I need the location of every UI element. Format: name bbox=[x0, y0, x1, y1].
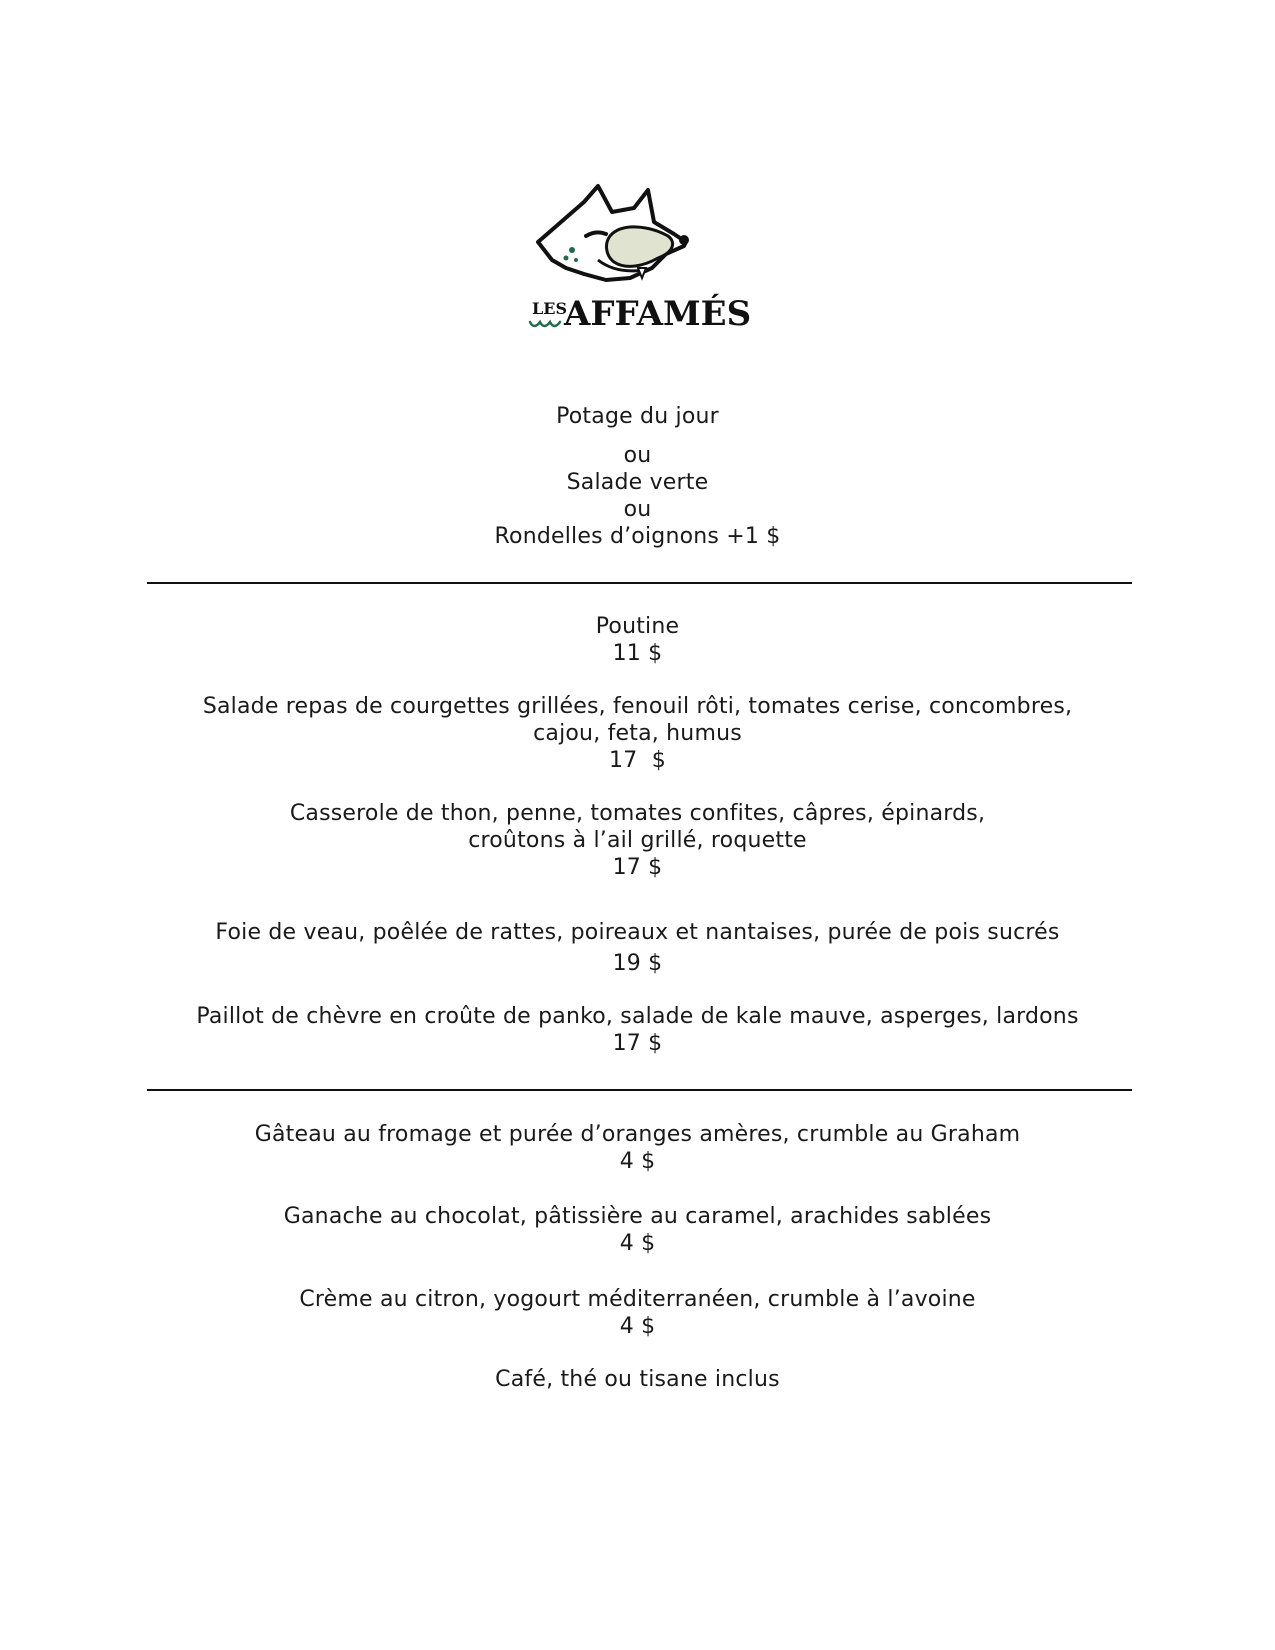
main-dish-name-cont: cajou, feta, humus bbox=[533, 721, 742, 746]
section-divider-1 bbox=[147, 582, 1132, 584]
restaurant-logo bbox=[526, 182, 756, 352]
dessert-price: 4 $ bbox=[619, 1314, 656, 1339]
dessert-name: Gâteau au fromage et purée d’oranges amères, crumble au Graham bbox=[254, 1122, 1021, 1147]
main-dish-price: 17 $ bbox=[612, 1031, 663, 1056]
logo-wordmark-small: LES bbox=[532, 299, 567, 318]
dessert-price: 4 $ bbox=[619, 1231, 656, 1256]
starter-salad: Salade verte bbox=[566, 470, 709, 495]
main-dish-name: Paillot de chèvre en croûte de panko, salade de kale mauve, asperges, lardons bbox=[196, 1004, 1079, 1029]
main-dish-price: 19 $ bbox=[612, 951, 663, 976]
dessert-name: Ganache au chocolat, pâtissière au caramel, arachides sablées bbox=[283, 1204, 992, 1229]
main-dish-price: 17 $ bbox=[609, 748, 666, 773]
main-dish-name-cont: croûtons à l’ail grillé, roquette bbox=[468, 828, 807, 853]
dessert-name: Crème au citron, yogourt méditerranéen, crumble à l’avoine bbox=[299, 1287, 976, 1312]
wolf-head-icon bbox=[526, 182, 756, 352]
main-dish-price: 17 $ bbox=[612, 855, 663, 880]
main-dish-price: 11 $ bbox=[612, 641, 663, 666]
main-dish-name: Salade repas de courgettes grillées, fenouil rôti, tomates cerise, concombres, bbox=[202, 694, 1073, 719]
main-dish-name: Casserole de thon, penne, tomates confites, câpres, épinards, bbox=[289, 801, 986, 826]
footer-note: Café, thé ou tisane inclus bbox=[495, 1367, 780, 1392]
starter-soup: Potage du jour bbox=[556, 404, 719, 429]
section-divider-2 bbox=[147, 1089, 1132, 1091]
dessert-price: 4 $ bbox=[619, 1149, 656, 1174]
main-dish-name: Foie de veau, poêlée de rattes, poireaux et nantaises, purée de pois sucrés bbox=[215, 920, 1060, 945]
starter-or-1: ou bbox=[623, 443, 652, 468]
starter-or-2: ou bbox=[623, 497, 652, 522]
logo-wordmark-large: AFFAMÉS bbox=[564, 294, 752, 334]
starter-onion-rings: Rondelles d’oignons +1 $ bbox=[494, 524, 781, 549]
main-dish-name: Poutine bbox=[595, 614, 680, 639]
